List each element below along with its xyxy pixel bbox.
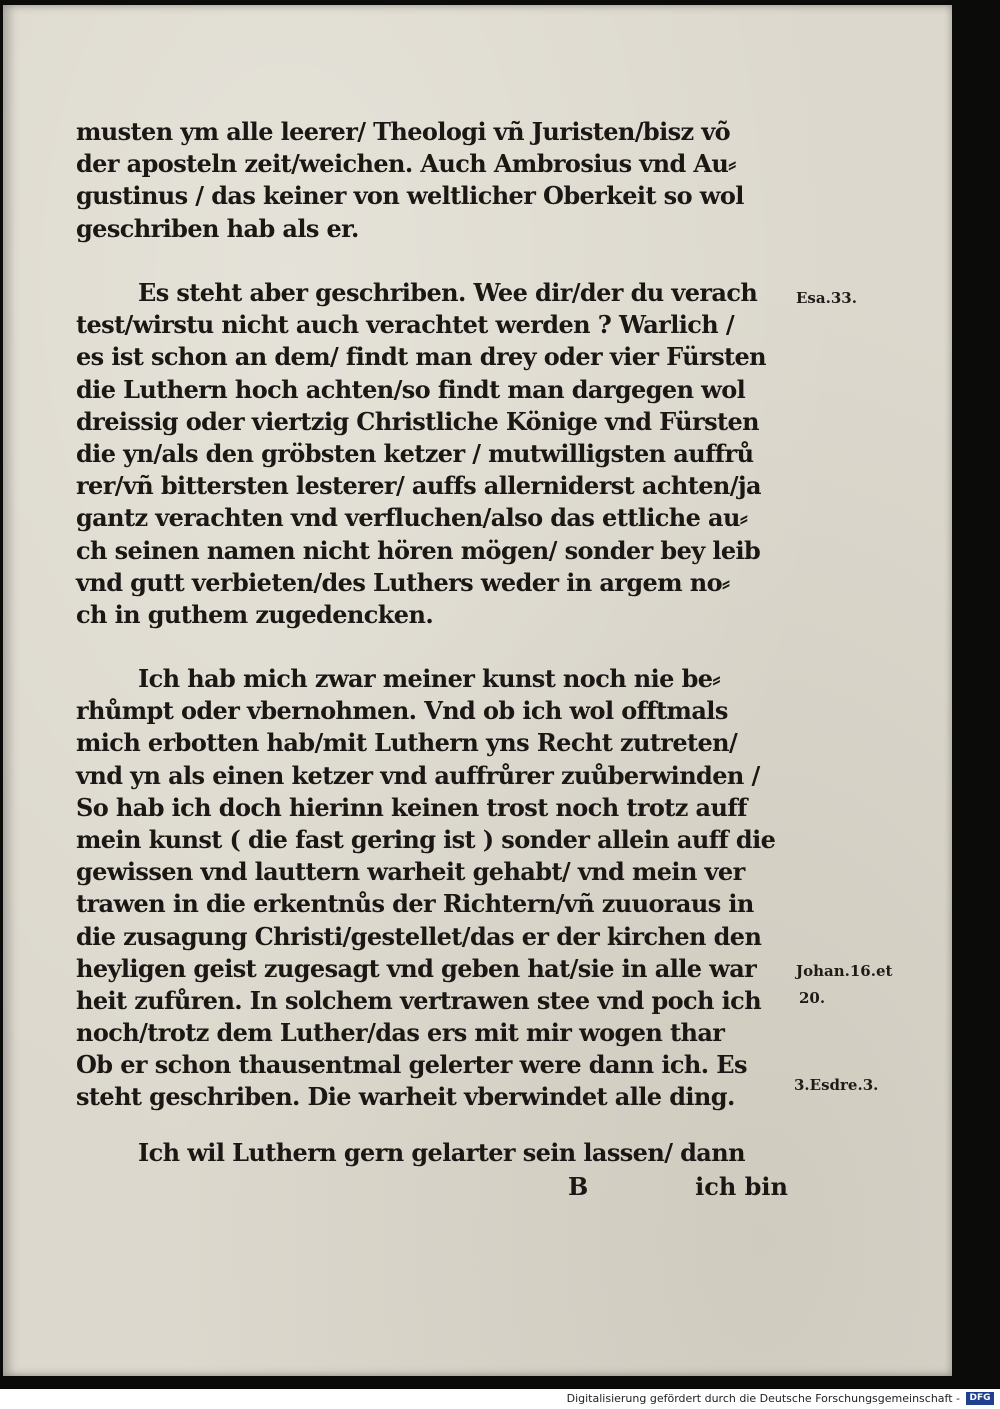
paragraph-4 xyxy=(76,1137,788,1169)
text-line: mein kunst ( die fast gering ist ) sonder allein auff die xyxy=(76,824,776,854)
catchword: ich bin xyxy=(695,1172,788,1201)
text-line: ch seinen namen nicht hören mögen/ sonder bey leib xyxy=(76,535,761,565)
text-line: test/wirstu nicht auch verachtet werden ? Warlich / xyxy=(76,310,735,340)
text-line: musten ym alle leerer/ Theologi vñ Juristen/bisz võ xyxy=(76,117,731,146)
text-line: Ich hab mich zwar meiner kunst noch nie be⸗ xyxy=(138,664,720,693)
text-line: die Luthern hoch achten/so findt man dargegen wol xyxy=(76,374,746,404)
text-line: Es steht aber geschriben. Wee dir/der du verach xyxy=(138,278,758,307)
marginal-note: 3.Esdre.3. xyxy=(794,1076,879,1094)
text-line: der aposteln zeit/weichen. Auch Ambrosius vnd Au⸗ xyxy=(76,149,736,179)
text-line: mich erbotten hab/mit Luthern yns Recht zutreten/ xyxy=(76,728,738,758)
paragraph-3 xyxy=(76,663,788,1114)
book-page xyxy=(3,5,952,1376)
text-line: So hab ich doch hierinn keinen trost noch trotz auff xyxy=(76,792,747,822)
text-line: die yn/als den gröbsten ketzer / mutwilligsten auffrů xyxy=(76,438,754,468)
text-line: Ich wil Luthern gern gelarter sein lassen/ dann xyxy=(138,1138,745,1167)
text-line: heit zufůren. In solchem vertrawen stee vnd poch ich xyxy=(76,985,762,1015)
text-line: Ob er schon thausentmal gelerter were dann ich. Es xyxy=(76,1050,747,1080)
footer-bar xyxy=(0,1389,1000,1409)
text-line: gustinus / das keiner von weltlicher Oberkeit so wol xyxy=(76,181,744,211)
paragraph-1 xyxy=(76,116,788,245)
text-line: rhůmpt oder vbernohmen. Vnd ob ich wol offtmals xyxy=(76,696,728,726)
text-line: dreissig oder viertzig Christliche Könige vnd Fürsten xyxy=(76,406,759,436)
text-line: gewissen vnd lauttern warheit gehabt/ vnd mein ver xyxy=(76,857,745,887)
text-line: steht geschriben. Die warheit vberwindet alle ding. xyxy=(76,1082,735,1112)
signature-mark: B xyxy=(568,1172,589,1201)
dfg-logo-icon: DFG xyxy=(966,1392,994,1405)
text-line: trawen in die erkentnůs der Richtern/vñ zuuoraus in xyxy=(76,889,754,919)
marginal-note: Esa.33. xyxy=(796,289,857,307)
marginal-note: Johan.16.et xyxy=(796,962,893,980)
funding-notice: Digitalisierung gefördert durch die Deutsche Forschungsgemeinschaft - xyxy=(566,1392,960,1405)
page-foot xyxy=(568,1171,788,1203)
text-line: vnd yn als einen ketzer vnd auffrůrer zuůberwinden / xyxy=(76,760,760,790)
text-line: noch/trotz dem Luther/das ers mit mir wogen thar xyxy=(76,1018,725,1048)
text-line: die zusagung Christi/gestellet/das er der kirchen den xyxy=(76,921,762,951)
text-line: heyligen geist zugesagt vnd geben hat/sie in alle war xyxy=(76,953,757,983)
text-line: ch in guthem zugedencken. xyxy=(76,599,434,629)
marginal-note: 20. xyxy=(799,989,826,1007)
text-line: gantz verachten vnd verfluchen/also das ettliche au⸗ xyxy=(76,503,748,533)
text-line: vnd gutt verbieten/des Luthers weder in argem no⸗ xyxy=(76,567,730,597)
text-line: es ist schon an dem/ findt man drey oder vier Fürsten xyxy=(76,342,766,372)
text-line: rer/vñ bittersten lesterer/ auffs allerniderst achten/ja xyxy=(76,471,761,501)
text-line: geschriben hab als er. xyxy=(76,213,359,243)
paragraph-2 xyxy=(76,277,788,631)
